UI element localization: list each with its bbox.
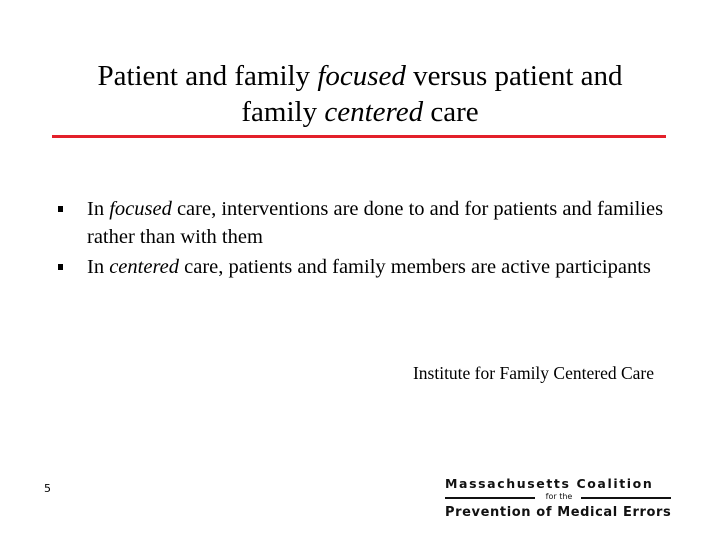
bullet-emphasis: centered: [109, 256, 180, 278]
bullet-item: [55, 253, 665, 281]
bullet-emphasis: focused: [109, 198, 172, 220]
bullet-square-icon: [58, 206, 63, 212]
bullet-text: In: [87, 256, 110, 278]
bullet-text: care, patients and family members are active participants: [179, 256, 651, 278]
logo-line-1: Massachusetts Coalition: [445, 476, 654, 491]
slide-title: [40, 58, 680, 130]
title-text: Patient and family: [97, 60, 318, 92]
slide-number: 5: [44, 482, 51, 495]
title-divider: [52, 135, 666, 138]
logo-bar-left: [445, 497, 535, 499]
bullet-text: In: [87, 198, 110, 220]
logo-divider: [443, 493, 671, 503]
title-emphasis: focused: [317, 60, 406, 92]
bullet-list: [55, 195, 665, 283]
title-line-1: [40, 58, 680, 94]
title-text: care: [423, 96, 479, 128]
bullet-text: care, interventions are done to and for patients and families rather than with them: [87, 198, 664, 248]
logo-line-2: Prevention of Medical Errors: [445, 505, 672, 520]
title-line-2: [40, 94, 680, 130]
title-text: versus patient and: [405, 60, 623, 92]
title-emphasis: centered: [324, 96, 424, 128]
title-text: family: [241, 96, 325, 128]
bullet-item: [55, 195, 665, 251]
source-attribution: Institute for Family Centered Care: [412, 363, 654, 383]
logo-for-the: for the: [545, 492, 573, 501]
logo-bar-right: [581, 497, 671, 499]
bullet-square-icon: [58, 264, 63, 270]
organization-logo: [443, 476, 675, 526]
